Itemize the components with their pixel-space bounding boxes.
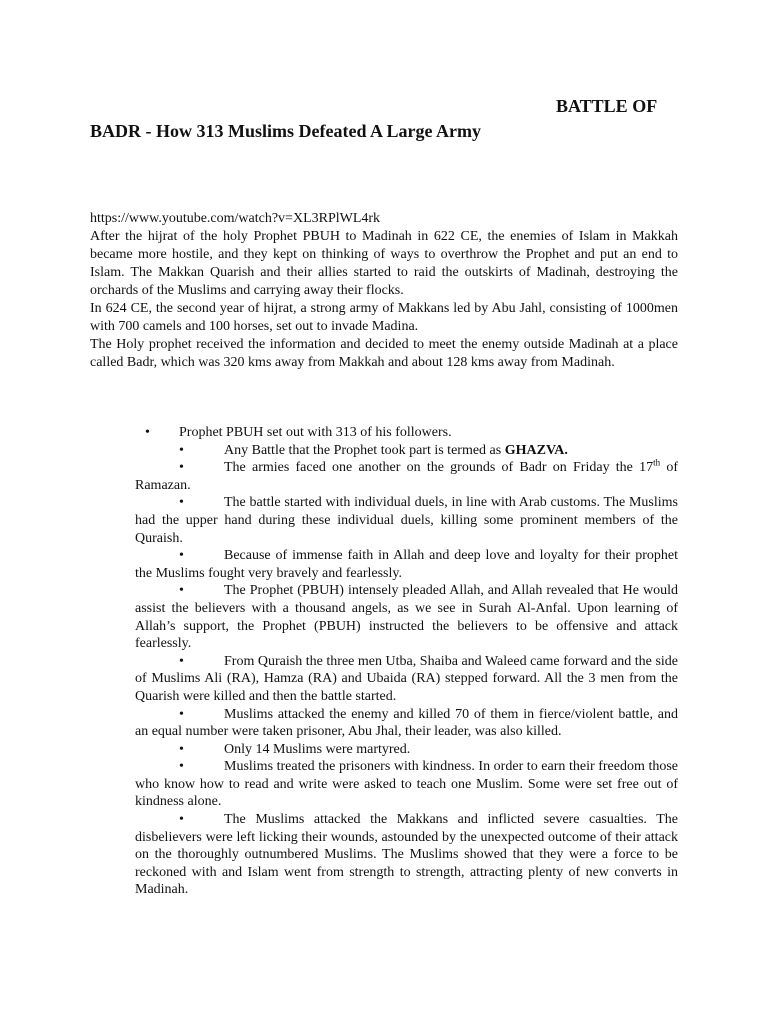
title-line-1: BATTLE OF [556, 96, 658, 116]
list-item-text: The Muslims attacked the Makkans and inflicted severe casualties. The disbelievers were left licking their wounds, astounded by the unexpected outcome of their attack on the thoroughly outnumbered Muslims. The Muslims showed that they were a force to be reckoned with and Islam went from strength to strength, attracting plenty of new converts in Madinah. [135, 812, 678, 898]
list-item-text: Any Battle that the Prophet took part is termed as [224, 442, 505, 458]
list-item [135, 459, 678, 494]
list-item-text: Only 14 Muslims were martyred. [224, 741, 411, 757]
list-item [135, 424, 678, 442]
list-item-text: The Prophet (PBUH) intensely pleaded Allah, and Allah revealed that He would assist the believers with a thousand angels, as we see in Surah Al-Anfal. Upon learning of Allah’s support, the Prophet (PBUH) instructed the believers to be offensive and attack fearlessly. [135, 583, 678, 652]
list-item-text: Muslims treated the prisoners with kindness. In order to earn their freedom those who know how to read and write were asked to teach one Muslim. Some were set free out of kindness alone. [135, 759, 678, 810]
intro-paragraph-2: In 624 CE, the second year of hijrat, a strong army of Makkans led by Abu Jahl, consisting of 1000men with 700 camels and 100 horses, set out to invade Madina. [90, 301, 678, 334]
list-item-text: Prophet PBUH set out with 313 of his followers. [179, 425, 452, 440]
list-item [135, 706, 678, 741]
list-item [135, 582, 678, 652]
bullet-icon: • [145, 425, 150, 440]
bullet-list [135, 424, 678, 899]
bullet-icon: • [179, 495, 184, 511]
bullet-icon: • [179, 442, 184, 458]
bullet-icon: • [179, 653, 184, 669]
list-item-text: From Quraish the three men Utba, Shaiba and Waleed came forward and the side of Muslims Ali (RA), Hamza (RA) and Ubaida (RA) stepped forward. All the 3 men from the Quarish were killed and then the battle started. [135, 653, 678, 704]
ghazva-term: GHAZVA. [504, 442, 568, 458]
list-item-text: Because of immense faith in Allah and deep love and loyalty for their prophet the Muslims fought very bravely and fearlessly. [135, 548, 678, 581]
bullet-icon: • [179, 759, 184, 775]
bullet-icon: • [179, 583, 184, 599]
list-item [135, 811, 678, 899]
bullet-icon: • [179, 548, 184, 564]
list-item-text: The battle started with individual duels, in line with Arab customs. The Muslims had the upper hand during these individual duels, killing some prominent members of the Quraish. [135, 495, 678, 546]
ordinal-superscript: th [653, 457, 661, 468]
intro-paragraph-1: After the hijrat of the holy Prophet PBUH to Madinah in 622 CE, the enemies of Islam in Makkah became more hostile, and they kept on thinking of ways to overthrow the Prophet and put an end to Islam. The Makkan Quarish and their allies started to raid the outskirts of Madinah, destroying the orchards of the Muslims and carrying away their flocks. [90, 229, 678, 298]
list-item [135, 547, 678, 582]
list-item-text-cont: of Ramazan. [135, 460, 679, 493]
list-item [135, 442, 678, 460]
list-item [135, 741, 678, 759]
list-item [135, 494, 678, 547]
bullet-icon: • [179, 460, 184, 476]
list-item-text: Muslims attacked the enemy and killed 70 of them in fierce/violent battle, and an equal number were taken prisoner, Abu Jhal, their leader, was also killed. [135, 706, 678, 740]
bullet-icon: • [179, 812, 184, 828]
list-item [135, 653, 678, 706]
list-item [135, 758, 678, 811]
bullet-icon: • [179, 706, 184, 722]
youtube-link[interactable]: https://www.youtube.com/watch?v=XL3RPlWL4rk [90, 211, 381, 226]
list-item-text: The armies faced one another on the grounds of Badr on Friday the 17 [224, 460, 654, 476]
intro-section [90, 228, 678, 372]
intro-paragraph-3: The Holy prophet received the information and decided to meet the enemy outside Madinah at a place called Badr, which was 320 kms away from Makkah and about 128 kms away from Madinah. [90, 337, 678, 370]
bullet-icon: • [179, 741, 184, 757]
title-line-2: BADR - How 313 Muslims Defeated A Large Army [90, 121, 481, 141]
